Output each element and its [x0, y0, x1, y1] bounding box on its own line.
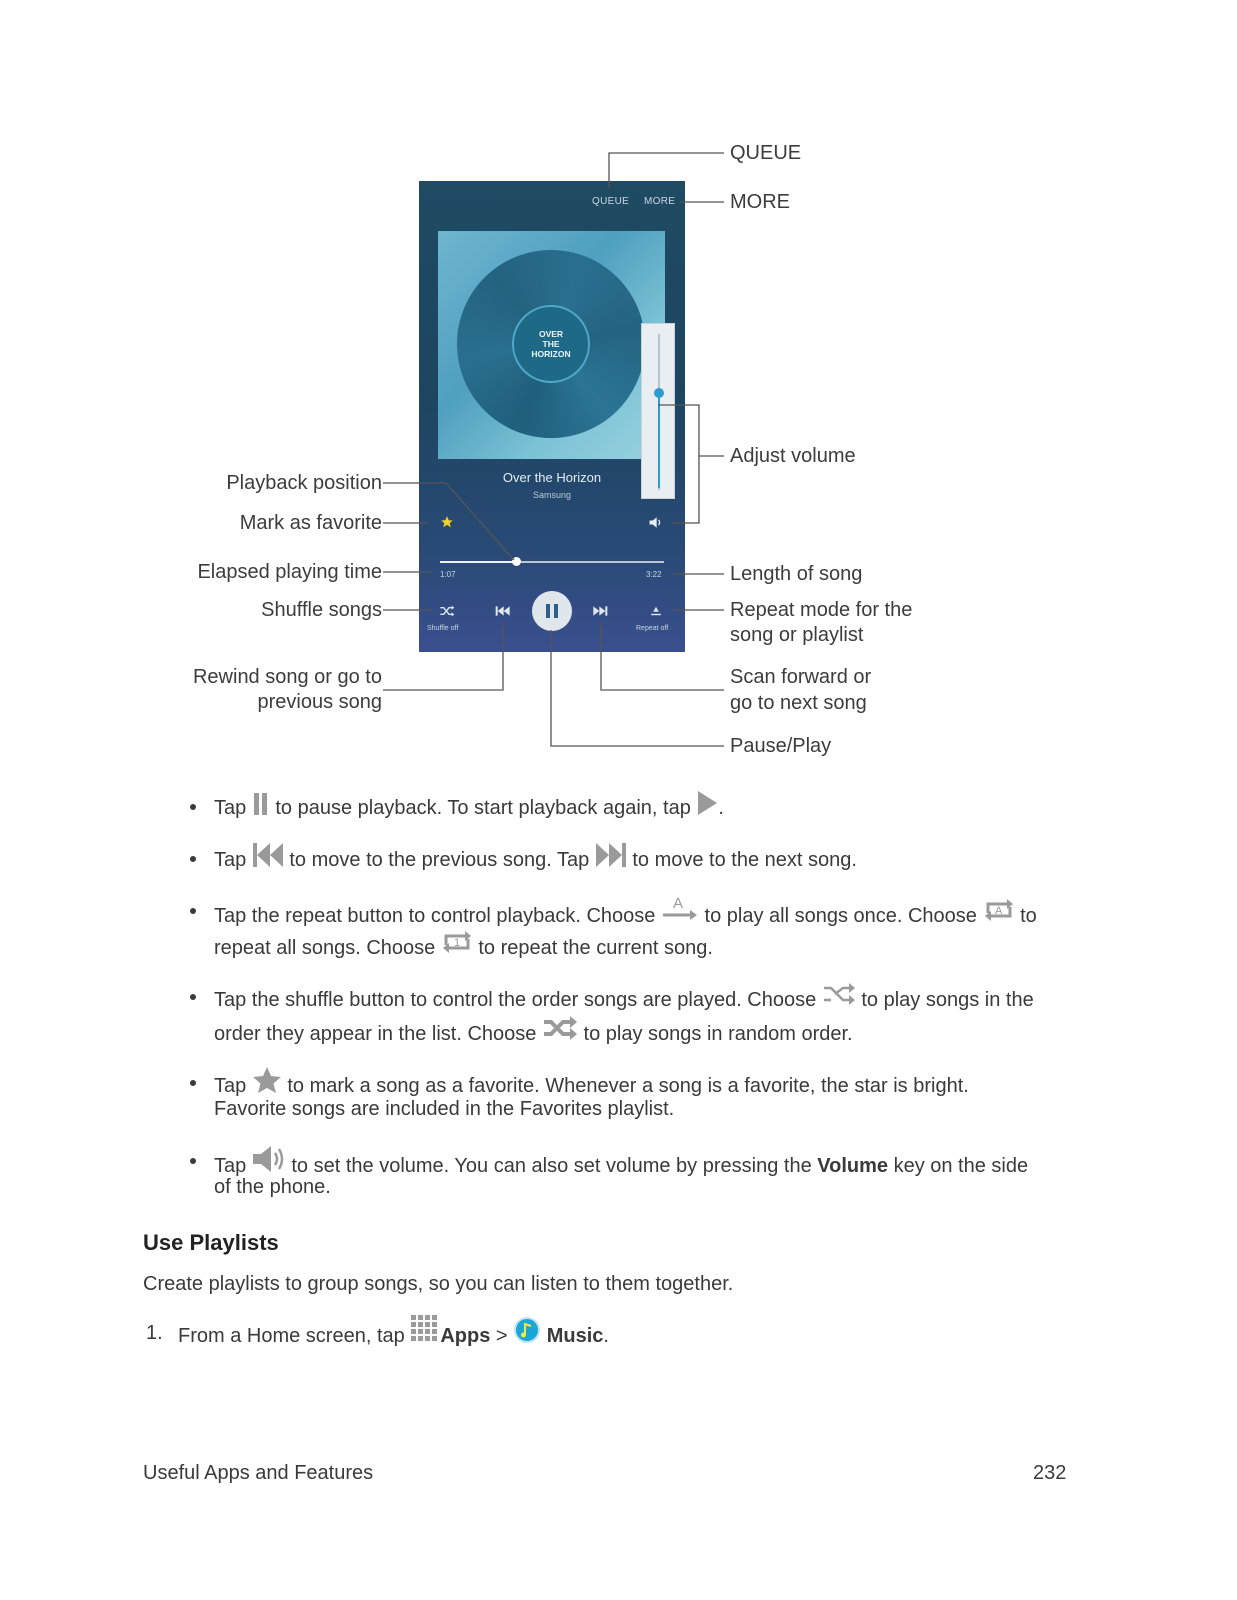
- queue-button[interactable]: QUEUE: [592, 196, 630, 207]
- footer-section-title: Useful Apps and Features: [143, 1462, 374, 1484]
- bullet-text: Tap: [214, 797, 247, 819]
- step-number: 1.: [146, 1322, 163, 1344]
- callout-mark-favorite: Mark as favorite: [239, 512, 382, 534]
- leader-scan: [601, 622, 724, 690]
- leader-pause-play: [551, 630, 724, 746]
- bullet-text: order they appear in the list. Choose: [214, 1023, 537, 1045]
- bullet-text: to set the volume. You can also set volume by pressing the: [291, 1155, 812, 1177]
- callout-pause-play: Pause/Play: [730, 735, 832, 757]
- callout-playback-position: Playback position: [226, 472, 382, 494]
- callout-leader-lines: [0, 0, 1237, 780]
- bullet-text: to mark a song as a favorite. Whenever a song is a favorite, the star is bright.: [287, 1075, 969, 1097]
- step-separator: >: [495, 1325, 508, 1347]
- music-icon: [513, 1316, 541, 1344]
- leader-playback-position: [383, 483, 514, 560]
- section-heading: Use Playlists: [143, 1230, 279, 1255]
- step-text: .: [603, 1325, 609, 1347]
- bullet-text: Tap: [214, 1075, 247, 1097]
- bullet-text: to move to the next song.: [632, 849, 857, 871]
- album-label-line: THE: [542, 339, 560, 349]
- bullet-prev-next: [214, 842, 857, 877]
- svg-text:A: A: [994, 905, 1002, 917]
- next-icon: [595, 842, 627, 868]
- bullet-volume-cont: [214, 1170, 331, 1204]
- callout-repeat-mode: song or playlist: [730, 624, 864, 646]
- step-1-text: [178, 1314, 609, 1353]
- bullet-text: to move to the previous song. Tap: [289, 849, 590, 871]
- leader-rewind: [383, 622, 503, 690]
- bullet-shuffle: [214, 980, 1034, 1017]
- bullet-dot: [190, 1158, 196, 1164]
- bullet-text: Tap the shuffle button to control the order songs are played. Choose: [214, 989, 817, 1011]
- apps-icon: [410, 1314, 440, 1344]
- callout-elapsed-time: Elapsed playing time: [197, 561, 382, 583]
- leader-volume-bracket: [658, 405, 699, 523]
- bullet-text: .: [718, 797, 724, 819]
- bullet-text: to play songs in the: [861, 989, 1034, 1011]
- play-icon: [696, 790, 718, 816]
- bullet-dot: [190, 856, 196, 862]
- star-icon: [252, 1066, 282, 1094]
- repeat-all-icon: [983, 896, 1015, 924]
- shuffle-status: Shuffle off: [427, 625, 459, 632]
- more-button[interactable]: MORE: [644, 196, 676, 207]
- bullet-dot: [190, 994, 196, 1000]
- step-1: [146, 1322, 163, 1345]
- bullet-dot: [190, 908, 196, 914]
- song-title: Over the Horizon: [502, 470, 602, 485]
- callout-queue: QUEUE: [730, 142, 802, 164]
- callout-rewind: previous song: [257, 691, 382, 713]
- svg-text:1: 1: [453, 937, 460, 949]
- callout-rewind: Rewind song or go to: [192, 666, 382, 688]
- bullet-text: of the phone.: [214, 1176, 331, 1198]
- shuffle-off-icon: [822, 980, 856, 1008]
- callout-repeat-mode: Repeat mode for the: [730, 599, 913, 621]
- callout-length-of-song: Length of song: [730, 563, 863, 585]
- album-label-line: OVER: [538, 329, 564, 339]
- step-text: From a Home screen, tap: [178, 1325, 405, 1347]
- callout-scan-forward: go to next song: [730, 692, 867, 714]
- bullet-shuffle-cont: [214, 1014, 853, 1051]
- bullet-text: Tap: [214, 1155, 247, 1177]
- callout-more: MORE: [730, 191, 790, 213]
- bullet-pause-play: [214, 790, 724, 825]
- bullet-favorite-cont: [214, 1092, 674, 1126]
- bullet-text: repeat all songs. Choose: [214, 937, 436, 959]
- svg-text:A: A: [672, 895, 683, 912]
- music-label: Music: [546, 1325, 604, 1347]
- bullet-dot: [190, 1080, 196, 1086]
- song-length: 3:22: [646, 570, 662, 579]
- shuffle-on-icon: [542, 1014, 578, 1042]
- bullet-text: Tap the repeat button to control playback. Choose: [214, 905, 656, 927]
- callout-shuffle-songs: Shuffle songs: [261, 599, 382, 621]
- bullet-text: Tap: [214, 849, 247, 871]
- bullet-repeat-cont: [214, 928, 713, 965]
- callout-adjust-volume: Adjust volume: [730, 445, 856, 467]
- bullet-text: to play songs in random order.: [583, 1023, 853, 1045]
- apps-label: Apps: [440, 1325, 491, 1347]
- repeat-status: Repeat off: [636, 625, 669, 632]
- leader-queue: [609, 153, 724, 188]
- bullet-text: Favorite songs are included in the Favorites playlist.: [214, 1098, 675, 1120]
- section-intro: Create playlists to group songs, so you can listen to them together.: [143, 1273, 734, 1295]
- repeat-all-once-icon: [661, 894, 699, 924]
- bullet-text: to pause playback. To start playback again, tap: [275, 797, 691, 819]
- previous-icon: [252, 842, 284, 868]
- pause-icon: [252, 792, 270, 816]
- bullet-text: key on the side: [893, 1155, 1029, 1177]
- page-number: 232: [1033, 1462, 1067, 1484]
- album-label-line: HORIZON: [531, 349, 571, 359]
- bullet-text: to repeat the current song.: [478, 937, 713, 959]
- callout-scan-forward: Scan forward or: [730, 666, 872, 688]
- volume-key-label: Volume: [817, 1155, 889, 1177]
- bullet-text: to play all songs once. Choose: [704, 905, 977, 927]
- song-artist: Samsung: [532, 490, 572, 500]
- bullet-dot: [190, 804, 196, 810]
- repeat-one-icon: [441, 928, 473, 956]
- bullet-volume: [214, 1144, 1028, 1183]
- bullet-text: to: [1020, 905, 1037, 927]
- elapsed-time: 1:07: [440, 570, 456, 579]
